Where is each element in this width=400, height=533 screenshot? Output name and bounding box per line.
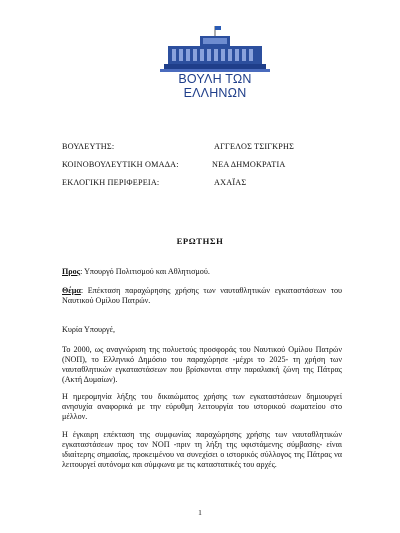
- paragraph-2: Η ημερομηνία λήξης του δικαιώματος χρήσης των εγκαταστάσεων δημιουργεί ανησυχία αναφορικά με την εύρυθμη λειτουργία του ιστορικού σωματείου στο μέλλον.: [62, 392, 342, 421]
- meta-label-party: ΚΟΙΝΟΒΟΥΛΕΥΤΙΚΗ ΟΜΑΔΑ:: [62, 160, 179, 169]
- document-title: ΕΡΩΤΗΣΗ: [176, 236, 224, 246]
- to-label: Προς: [62, 267, 81, 276]
- meta-value-party: ΝΕΑ ΔΗΜΟΚΡΑΤΙΑ: [212, 160, 286, 169]
- logo-text: ΒΟΥΛΗ ΤΩΝ ΕΛΛΗΝΩΝ: [178, 72, 252, 100]
- page-number: 1: [198, 508, 202, 517]
- meta-label-region: ΕΚΛΟΓΙΚΗ ΠΕΡΙΦΕΡΕΙΑ:: [62, 178, 160, 187]
- subject-label: Θέμα: [62, 286, 81, 295]
- meta-value-mp: ΑΓΓΕΛΟΣ ΤΣΙΓΚΡΗΣ: [214, 142, 295, 151]
- meta-label-mp: ΒΟΥΛΕΥΤΗΣ:: [62, 142, 115, 151]
- subject-text: : Επέκταση παραχώρησης χρήσης των ναυταθλητικών εγκαταστάσεων του Ναυτικού Ομίλου Πατρών.: [62, 286, 342, 305]
- paragraph-1: Το 2000, ως αναγνώριση της πολυετούς προσφοράς του Ναυτικού Ομίλου Πατρών (ΝΟΠ), το Ελληνικό Δημόσιο του παραχώρησε -μέχρι το 2025- τη χρήση των ναυταθλητικών εγκαταστάσεων που βρίσκονται στην παραλιακή ζώνη της Πάτρας (Ακτή Δυμαίων).: [62, 345, 342, 384]
- salutation: Κυρία Υπουργέ,: [62, 325, 116, 334]
- to-line: [62, 267, 342, 277]
- parliament-building-icon: [160, 22, 270, 74]
- subject-line: [62, 286, 342, 306]
- paragraph-3: Η έγκαιρη επέκταση της συμφωνίας παραχώρησης χρήσης των ναυταθλητικών εγκαταστάσεων προς τον ΝΟΠ -πριν τη λήξη της υφιστάμενης σύμβασης- είναι ιδιαίτερης σημασίας, προκειμένου να συνεχίσει ο ιστορικός σύλλογος της Πάτρας να λειτουργεί αυτόνομα και σύμφωνα με τις καταστατικές του αρχές.: [62, 430, 342, 469]
- meta-value-region: ΑΧΑΪΑΣ: [214, 178, 247, 187]
- to-text: : Υπουργό Πολιτισμού και Αθλητισμού.: [80, 267, 210, 276]
